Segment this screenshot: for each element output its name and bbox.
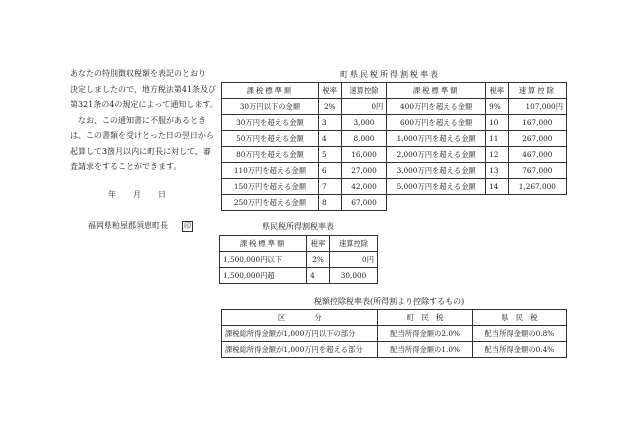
table-cell: 30万円以下の金額 [222,99,319,115]
table-cell: 8,000 [341,131,387,147]
table-row [220,268,378,284]
date-day: 日 [158,190,166,199]
table-cell: 2% [307,252,330,268]
notice-line: 決定しましたので、地方税法第41条及び [70,84,217,94]
col-header: 速算控除 [330,236,378,252]
deduction-table [221,309,567,358]
table-row [222,195,567,211]
notice-line: あなたの特別徴収税額を表記のとおり [70,69,206,78]
table-cell: 配当所得金額の1.0% [378,342,472,358]
table-header-row [220,236,378,252]
col-header: 県 民 税 [472,310,566,326]
date-month: 月 [133,190,141,199]
table-cell: 10 [486,115,509,131]
table-row [220,252,378,268]
notice-text [70,66,218,175]
notice-line: なお、この通知書に不服があるとき [70,115,206,125]
table-cell: 80万円を超える金額 [222,147,319,163]
table-cell: 13 [486,163,509,179]
col-header: 課税標準額 [387,83,486,99]
table-cell: 配当所得金額の0.8% [472,326,566,342]
table-row [222,131,567,147]
table-cell: 9% [486,99,509,115]
table-cell: 600万円を超える金額 [387,115,486,131]
table-cell: 0円 [330,252,378,268]
col-header: 税率 [486,83,509,99]
col-header: 税率 [307,236,330,252]
table-row [222,163,567,179]
table-cell-empty [508,195,566,211]
table-cell: 課税総所得金額が1,000万円を超える部分 [222,342,378,358]
col-header: 税率 [318,83,341,99]
notice-line: 査請求をすることができます。 [70,162,182,171]
table-cell-empty [486,195,509,211]
table-cell: 8 [318,195,341,211]
table-cell: 767,000 [508,163,566,179]
issuer [88,220,193,232]
table-cell: 27,000 [341,163,387,179]
table-cell: 7 [318,179,341,195]
table-cell: 3,000万円を超える金額 [387,163,486,179]
table-cell: 6 [318,163,341,179]
table-cell: 267,000 [508,131,566,147]
table-cell: 250万円を超える金額 [222,195,319,211]
issuer-name: 福岡県粕屋郡須恵町長 [88,221,168,230]
table-cell: 3 [318,115,341,131]
table-cell: 30万円を超える金額 [222,115,319,131]
table-cell: 1,500,000円以下 [220,252,307,268]
table-header-row [222,310,567,326]
table-row [222,326,567,342]
table-cell: 467,000 [508,147,566,163]
col-header: 課税標準額 [222,83,319,99]
table-cell: 12 [486,147,509,163]
table-cell: 0円 [341,99,387,115]
town-table-title: 町県民税所得割税率表 [340,70,440,79]
table-cell: 1,267,000 [508,179,566,195]
table-cell: 42,000 [341,179,387,195]
table-cell: 配当所得金額の0.4% [472,342,566,358]
seal-mark: 印 [184,222,191,230]
table-cell: 4 [307,268,330,284]
table-row [222,99,567,115]
pref-table-title: 県民税所得割税率表 [262,222,334,231]
table-cell: 2% [318,99,341,115]
table-row [222,342,567,358]
table-cell: 107,000円 [508,99,566,115]
col-header: 課税標準額 [220,236,307,252]
col-header: 区 分 [222,310,378,326]
town-tax-table [221,82,567,211]
table-cell: 150万円を超える金額 [222,179,319,195]
table-cell: 配当所得金額の2.0% [378,326,472,342]
table-cell: 50万円を超える金額 [222,131,319,147]
col-header: 速算控除 [341,83,387,99]
table-cell: 400万円を超える金額 [387,99,486,115]
pref-tax-table [219,235,378,284]
table-row [222,147,567,163]
table-cell: 5,000万円を超える金額 [387,179,486,195]
table-cell: 課税総所得金額が1,000万円以下の部分 [222,326,378,342]
table-cell-empty [387,195,486,211]
deduction-table-title: 税額控除税率表(所得割より控除するもの) [314,297,465,306]
notice-line: は、この書類を受けとった日の翌日から [70,131,214,140]
table-row [222,115,567,131]
table-cell: 16,000 [341,147,387,163]
table-cell: 30,000 [330,268,378,284]
notice-line: 第321条の4の規定によって通知します。 [70,100,218,109]
table-cell: 2,000万円を超える金額 [387,147,486,163]
table-cell: 167,000 [508,115,566,131]
col-header: 町 民 税 [378,310,472,326]
table-cell: 5 [318,147,341,163]
table-cell: 3,000 [341,115,387,131]
notice-line: 起算して3箇月以内に町長に対して、審 [70,146,211,156]
date-year: 年 [108,190,116,199]
table-row [222,179,567,195]
table-cell: 110万円を超える金額 [222,163,319,179]
table-header-row [222,83,567,99]
table-cell: 67,000 [341,195,387,211]
table-cell: 14 [486,179,509,195]
table-cell: 1,500,000円超 [220,268,307,284]
col-header: 速算控除 [508,83,566,99]
table-cell: 4 [318,131,341,147]
table-cell: 11 [486,131,509,147]
table-cell: 1,000万円を超える金額 [387,131,486,147]
